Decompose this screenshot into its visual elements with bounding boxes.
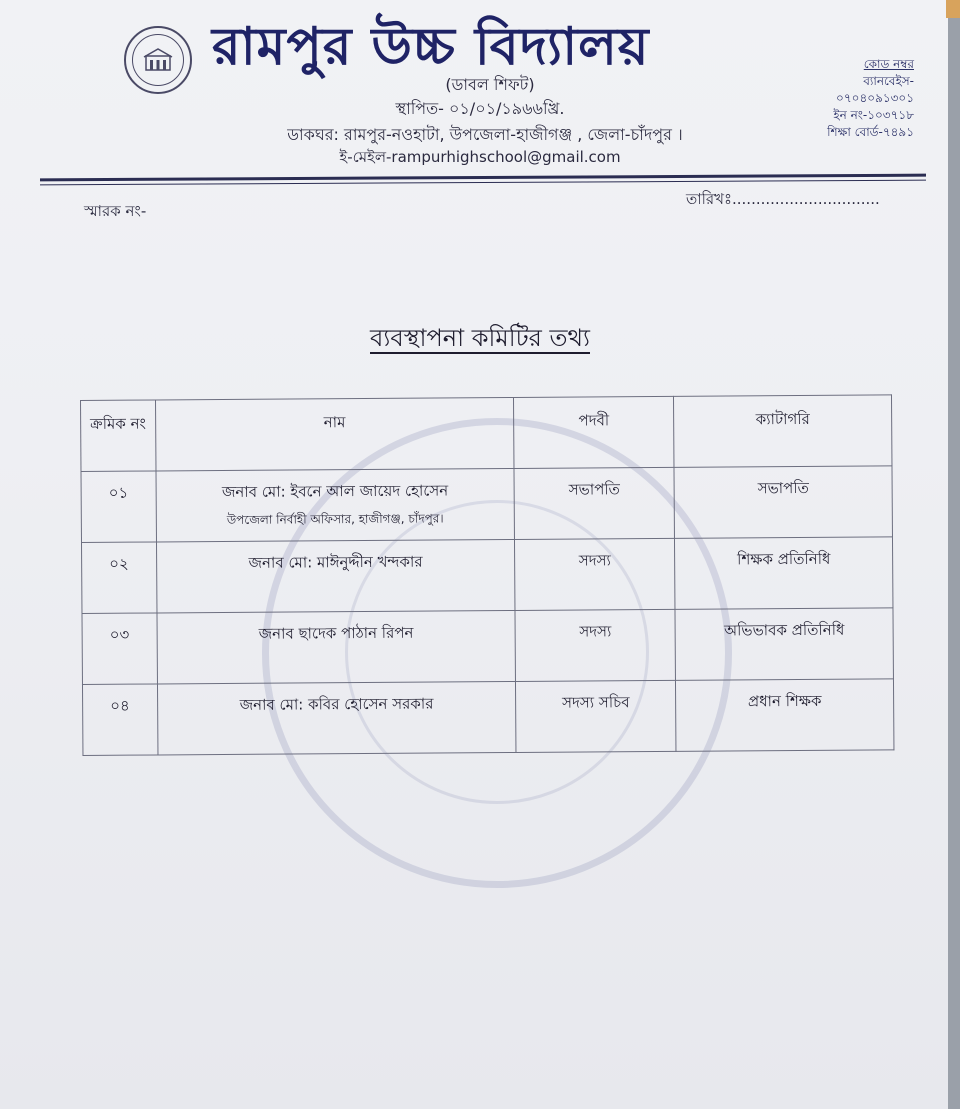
memo-number-label: স্মারক নং-: [84, 202, 147, 220]
board-code: শিক্ষা বোর্ড-৭৪৯১: [827, 125, 914, 139]
shift-label: (ডাবল শিফট): [445, 75, 535, 94]
row-name: জনাব মো: কবির হোসেন সরকার: [157, 681, 516, 755]
row-serial: ০৪: [82, 684, 157, 756]
school-name: রামপুর উচ্চ বিদ্যালয়: [212, 17, 650, 77]
page-edge: [948, 0, 960, 1109]
code-numbers: [794, 56, 914, 141]
row-office: উপজেলা নির্বাহী অফিসার, হাজীগঞ্জ, চাঁদপুর।: [226, 511, 444, 527]
header-category: ক্যাটাগরি: [674, 395, 892, 468]
page-corner: [946, 0, 960, 18]
row-name: জনাব ছাদেক পাঠান রিপন: [157, 610, 516, 684]
table-row: [82, 679, 893, 756]
row-name: জনাব মো: মাঈনুদ্দীন খন্দকার: [156, 539, 515, 613]
code-heading: কোড নম্বর: [863, 57, 914, 71]
row-serial: ০২: [81, 542, 156, 614]
header-serial: ক্রমিক নং: [81, 400, 156, 472]
row-designation: সদস্য সচিব: [516, 680, 677, 752]
banbeis-label: ব্যানবেইস-: [863, 74, 914, 88]
table-row: [81, 537, 892, 614]
school-email: ই-মেইল-rampurhighschool@gmail.com: [339, 148, 621, 166]
row-designation: সদস্য: [515, 538, 676, 610]
row-serial: ০১: [81, 471, 156, 543]
school-address: ডাকঘর: রামপুর-নওহাটা, উপজেলা-হাজীগঞ্জ , জেলা-চাঁদপুর ।: [287, 125, 683, 144]
banbeis-number: ০৭০৪০৯১৩০১: [836, 91, 914, 105]
table-header-row: [81, 395, 892, 472]
ein-number: ইন নং-১০৩৭১৮: [833, 108, 914, 122]
table-row: [81, 466, 892, 543]
established-date: স্থাপিত- ০১/০১/১৯৬৬খ্রি.: [395, 99, 565, 118]
header-name: নাম: [155, 397, 514, 471]
row-category: অভিভাবক প্রতিনিধি: [675, 608, 893, 681]
row-category: প্রধান শিক্ষক: [676, 679, 894, 752]
header-designation: পদবী: [514, 396, 675, 468]
table-row: [82, 608, 893, 685]
row-name: জনাব মো: ইবনে আল জায়েদ হোসেন: [221, 481, 449, 502]
document-title: ব্যবস্থাপনা কমিটির তথ্য: [370, 324, 590, 352]
row-designation: সদস্য: [515, 609, 676, 681]
row-designation: সভাপতি: [514, 467, 675, 539]
row-serial: ০৩: [82, 613, 157, 685]
committee-table: [80, 394, 894, 756]
row-name-cell: [156, 468, 515, 542]
row-category: সভাপতি: [674, 466, 892, 539]
date-label: তারিখঃ...............................: [686, 190, 880, 208]
row-category: শিক্ষক প্রতিনিধি: [675, 537, 893, 610]
